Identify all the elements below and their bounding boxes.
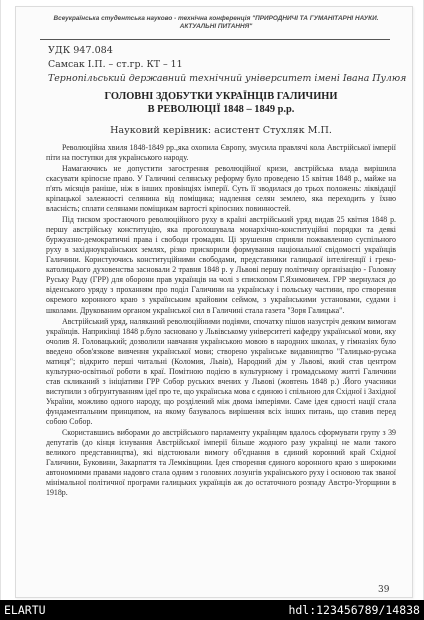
author-line: Самсак І.П. – ст.гр. КТ – 11 xyxy=(48,59,183,70)
repository-name: ELARTU xyxy=(4,603,46,617)
page-number: 39 xyxy=(378,585,390,595)
body-paragraph-5: Скориставшись виборами до австрійського парламенту українцям вдалось сформувати групу з 39 депутатів (до кінця існування Австрійської імперії більше жодного разу українці не мали такого великого представництва), які відстоювали вимогу об'єднання в єдиний коронний край Східної Галичини, Буковини, Закарпаття та Лемківщини. Ідея створення єдиного коронного краю з широкими автономними правами надовго стала одним з головних лозунгів українського руху і основою так званої мінімальної політичної програми галицьких українців аж до остаточного розпаду Австро-Угорщини в 1918р. xyxy=(46,427,396,498)
body-paragraph-1: Революційна хвиля 1848-1849 рр.,яка охопила Європу, змусила правлячі кола Австрійської імперії піти на поступки для українського народу. xyxy=(46,143,396,163)
body-paragraph-3: Під тиском зростаючого революційного руху в країні австрійський уряд видав 25 квітня 1848 р. першу австрійську конституцію, яка проголошувала монархічно-конституційні порядки та деякі буржуазно-демократичні права і свободи громадян. Ці зрушення сприяли пожвавленню суспільного руху в західноукраїнських землях, різко прискорили формування національної свідомості українців Галичини. Користуючись конституційними свободами, представники галицької інтелігенції і греко-католицького духовенства засновали 2 травня 1848 р. у Львові першу політичну організацію - Головну Руську Раду (ГРР) для оборони прав українців на чолі з єпископом Г.Яхимовичем. ГРР звернулася до віденського уряду з проханням про поділ Галичини на українську і польську частини, про створення окремого коронного краю з українським крайовим сеймом, з українськими установами, судами і школами. Друкованим органом української сил в Галичині стала газета "Зоря Галицька". xyxy=(46,215,396,315)
article-title xyxy=(46,91,396,116)
handle-link[interactable]: hdl:123456789/14838 xyxy=(288,603,420,617)
body-paragraph-4: Австрійський уряд, наляканий революційними подіями, спочатку пішов назустріч деяким вимогам українців. Наприкінці 1848 р.було засновано у Львівському університеті кафедру української мови, яку очолив Я. Головацький; дозволили навчання українською мовою в народних школах, у гімназіях було введено обов'язкове вивчення української мови; створено українське видавництво "Галицько-руська матиця"; відкрито перші читальні (Коломия, Львів), Народний дім у Львові, який став центром культурно-освітньої роботи в краї. Помітною подією в культурному і громадському житті Галичини став скликаний з ініціативи ГРР Собор руських вчених у Львові (жовтень 1848 р.) .Його учасники виступили з обгрунтуванням ідеї про те, що українська мова є єдиною і спільною для Східної і Західної України, можливо одного народу, що розділений між двома імперіями. Саме ідея єдності нації стала фундаментальним принципом, на якому базувалось вирішення всіх інших питань, що ставив перед собою Собор. xyxy=(46,316,396,426)
document-page xyxy=(15,6,413,598)
supervisor-line: Науковий керівник: асистент Стухляк М.П. xyxy=(110,125,332,136)
affiliation-line: Тернопільський державний технічний університет імені Івана Пулюя xyxy=(48,73,407,84)
udk-code: УДК 947.084 xyxy=(48,45,113,56)
conference-header: Всеукраїнська студентська науково - технічна конференція "ПРИРОДНИЧІ ТА ГУМАНІТАРНІ НАУКИ. АКТУАЛЬНІ ПИТАННЯ" xyxy=(53,15,379,30)
title-line-2: В РЕВОЛЮЦІЇ 1848 – 1849 р.р. xyxy=(147,103,295,115)
title-line-1: ГОЛОВНІ ЗДОБУТКИ УКРАЇНЦІВ ГАЛИЧИНИ xyxy=(104,91,338,102)
article-body xyxy=(46,143,396,581)
body-paragraph-2: Намагаючись не допустити загострення революційної кризи, австрійська влада вирішила скасувати кріпосне право. У Галичині селянську реформу було проведено 15 квітня 1848 р., майже на п'ять місяців раніше, ніж в інших провінціях імперії. Суть її зводилася до трьох положень: ліквідації кріпацької залежності селянина від поміщика; надлення селян землею, яка переходить у їхню власність; сплати селянами поміщикам вартості кріпосних повинностей. xyxy=(46,164,396,214)
repository-footer-bar xyxy=(0,600,424,620)
header-divider xyxy=(40,39,390,40)
